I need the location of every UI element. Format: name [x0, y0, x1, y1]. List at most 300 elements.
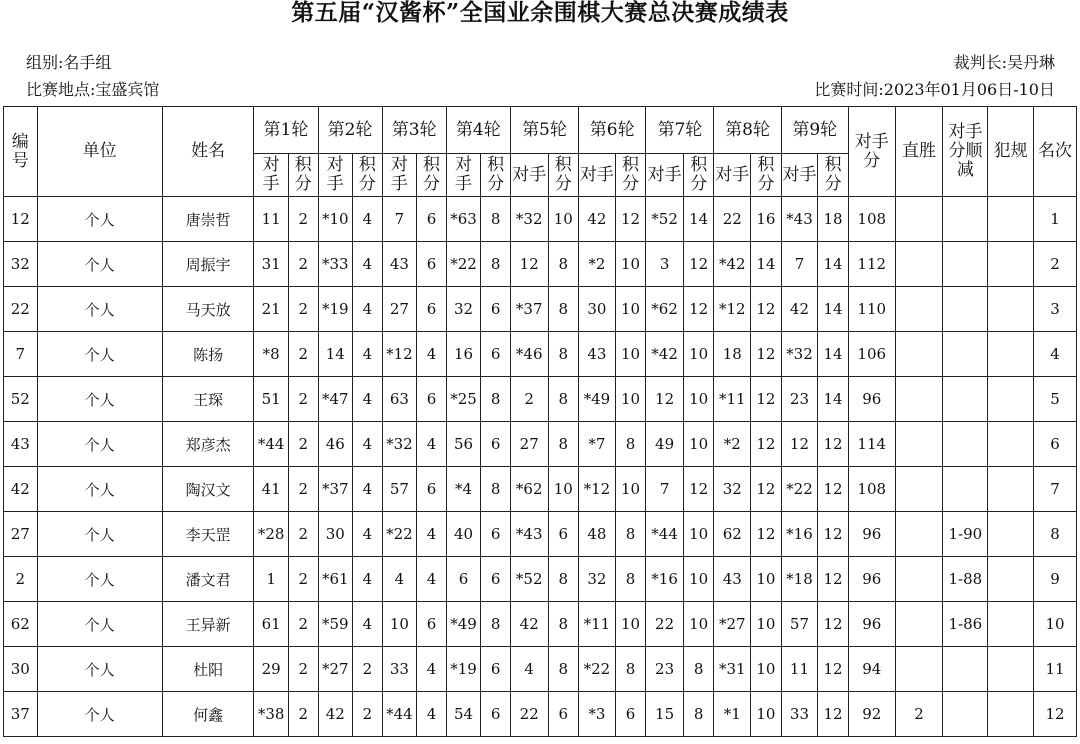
cell-round-7-opponent: *52 [646, 197, 684, 242]
cell-round-7-points: 10 [683, 422, 714, 467]
cell-round-7-opponent: 22 [646, 602, 684, 647]
cell-round-9-points: 14 [818, 287, 849, 332]
cell-round-8-points: 12 [751, 467, 782, 512]
header-round-8: 第8轮 [714, 107, 781, 154]
cell-round-5-opponent: *43 [510, 512, 548, 557]
cell-round-9-opponent: *18 [781, 557, 818, 602]
cell-round-9-opponent: 33 [781, 692, 818, 737]
cell-round-9-opponent: 57 [781, 602, 818, 647]
cell-round-9-points: 12 [818, 647, 849, 692]
table-row [4, 332, 1077, 377]
cell-rank: 6 [1034, 422, 1077, 467]
cell-round-1-opponent: *28 [254, 512, 289, 557]
cell-round-7-points: 12 [683, 242, 714, 287]
cell-round-3-points: 4 [417, 557, 447, 602]
cell-round-2-points: 4 [353, 377, 383, 422]
header-round-6-points: 积分 [615, 154, 646, 197]
cell-round-2-points: 4 [353, 197, 383, 242]
cell-round-6-points: 6 [615, 692, 646, 737]
cell-rank: 10 [1034, 602, 1077, 647]
cell-sos: 108 [848, 467, 895, 512]
cell-round-8-opponent: *11 [714, 377, 751, 422]
cell-round-1-points: 2 [288, 557, 318, 602]
header-round-5-points: 积分 [548, 154, 579, 197]
cell-round-8-points: 10 [751, 557, 782, 602]
cell-round-7-points: 10 [683, 602, 714, 647]
cell-sos: 112 [848, 242, 895, 287]
cell-round-1-opponent: 51 [254, 377, 289, 422]
cell-round-6-points: 10 [615, 287, 646, 332]
cell-round-6-opponent: 43 [579, 332, 616, 377]
cell-round-5-points: 8 [548, 602, 579, 647]
cell-sos: 114 [848, 422, 895, 467]
cell-foul [988, 287, 1034, 332]
cell-sos-minus [943, 287, 988, 332]
cell-round-8-opponent: *1 [714, 692, 751, 737]
cell-round-3-opponent: 4 [382, 557, 417, 602]
cell-round-5-opponent: *37 [510, 287, 548, 332]
cell-round-5-opponent: 42 [510, 602, 548, 647]
header-round-9: 第9轮 [781, 107, 848, 154]
cell-round-3-points: 4 [417, 647, 447, 692]
cell-round-1-points: 2 [288, 602, 318, 647]
cell-unit: 个人 [37, 647, 162, 692]
cell-sos: 108 [848, 197, 895, 242]
cell-round-1-points: 2 [288, 242, 318, 287]
cell-round-7-opponent: 15 [646, 692, 684, 737]
cell-round-2-opponent: 14 [318, 332, 353, 377]
cell-round-1-points: 2 [288, 332, 318, 377]
cell-round-5-points: 8 [548, 377, 579, 422]
cell-name: 陈扬 [162, 332, 254, 377]
cell-round-1-points: 2 [288, 692, 318, 737]
table-row [4, 377, 1077, 422]
cell-round-1-points: 2 [288, 647, 318, 692]
cell-round-4-points: 6 [481, 512, 511, 557]
cell-round-5-points: 8 [548, 557, 579, 602]
cell-sos-minus [943, 332, 988, 377]
table-row [4, 692, 1077, 737]
cell-round-3-points: 6 [417, 467, 447, 512]
cell-round-6-points: 8 [615, 512, 646, 557]
cell-unit: 个人 [37, 692, 162, 737]
cell-round-6-opponent: *3 [579, 692, 616, 737]
cell-round-5-points: 6 [548, 512, 579, 557]
cell-sos: 94 [848, 647, 895, 692]
cell-round-7-opponent: 3 [646, 242, 684, 287]
cell-rank: 8 [1034, 512, 1077, 557]
cell-round-2-opponent: *19 [318, 287, 353, 332]
header-round-2: 第2轮 [318, 107, 382, 154]
cell-round-5-points: 8 [548, 242, 579, 287]
cell-round-4-opponent: 16 [446, 332, 481, 377]
cell-sos: 96 [848, 377, 895, 422]
cell-round-1-opponent: 1 [254, 557, 289, 602]
cell-round-4-points: 8 [481, 467, 511, 512]
header-round-9-opponent: 对手 [781, 154, 818, 197]
header-foul: 犯规 [988, 107, 1034, 197]
header-round-7-opponent: 对手 [646, 154, 684, 197]
cell-foul [988, 557, 1034, 602]
cell-round-3-opponent: *32 [382, 422, 417, 467]
cell-round-3-opponent: 57 [382, 467, 417, 512]
cell-round-8-opponent: 18 [714, 332, 751, 377]
cell-round-9-opponent: *32 [781, 332, 818, 377]
cell-round-2-points: 4 [353, 467, 383, 512]
cell-sos-minus [943, 422, 988, 467]
table-row [4, 197, 1077, 242]
cell-sos-minus: 1-88 [943, 557, 988, 602]
cell-round-5-points: 6 [548, 692, 579, 737]
header-round-7: 第7轮 [646, 107, 714, 154]
cell-round-1-opponent: *44 [254, 422, 289, 467]
cell-round-4-opponent: *19 [446, 647, 481, 692]
header-round-3-opponent: 对手 [382, 154, 417, 197]
cell-round-5-points: 8 [548, 422, 579, 467]
header-round-5: 第5轮 [510, 107, 578, 154]
cell-no: 12 [4, 197, 38, 242]
cell-round-7-opponent: 23 [646, 647, 684, 692]
table-row [4, 602, 1077, 647]
cell-round-3-opponent: 63 [382, 377, 417, 422]
cell-round-8-points: 10 [751, 602, 782, 647]
cell-round-9-opponent: 23 [781, 377, 818, 422]
cell-round-4-opponent: *4 [446, 467, 481, 512]
cell-name: 潘文君 [162, 557, 254, 602]
cell-round-7-opponent: *62 [646, 287, 684, 332]
cell-round-3-points: 6 [417, 242, 447, 287]
cell-sos-minus: 1-86 [943, 602, 988, 647]
cell-round-8-points: 12 [751, 377, 782, 422]
cell-round-2-points: 4 [353, 422, 383, 467]
cell-name: 郑彦杰 [162, 422, 254, 467]
cell-round-8-opponent: *31 [714, 647, 751, 692]
cell-round-3-opponent: 33 [382, 647, 417, 692]
header-round-7-points: 积分 [683, 154, 714, 197]
cell-round-6-opponent: *49 [579, 377, 616, 422]
date-label: 比赛时间:2023年01月06日-10日 [814, 80, 1055, 99]
cell-round-9-points: 12 [818, 692, 849, 737]
cell-unit: 个人 [37, 287, 162, 332]
cell-round-4-points: 8 [481, 377, 511, 422]
cell-unit: 个人 [37, 602, 162, 647]
cell-no: 43 [4, 422, 38, 467]
cell-round-6-opponent: 48 [579, 512, 616, 557]
cell-rank: 7 [1034, 467, 1077, 512]
cell-round-8-points: 12 [751, 287, 782, 332]
cell-round-6-points: 12 [615, 197, 646, 242]
header-round-1: 第1轮 [254, 107, 318, 154]
cell-name: 杜阳 [162, 647, 254, 692]
cell-unit: 个人 [37, 557, 162, 602]
cell-round-5-points: 10 [548, 467, 579, 512]
cell-unit: 个人 [37, 422, 162, 467]
header-round-8-points: 积分 [751, 154, 782, 197]
cell-rank: 11 [1034, 647, 1077, 692]
header-round-9-points: 积分 [818, 154, 849, 197]
cell-round-6-points: 10 [615, 602, 646, 647]
header-round-4-points: 积分 [481, 154, 511, 197]
cell-round-3-opponent: *44 [382, 692, 417, 737]
cell-round-4-opponent: 54 [446, 692, 481, 737]
cell-round-5-opponent: 12 [510, 242, 548, 287]
cell-foul [988, 332, 1034, 377]
cell-round-2-points: 4 [353, 287, 383, 332]
cell-round-4-points: 8 [481, 242, 511, 287]
cell-round-1-points: 2 [288, 512, 318, 557]
cell-no: 62 [4, 602, 38, 647]
cell-foul [988, 422, 1034, 467]
cell-no: 2 [4, 557, 38, 602]
cell-round-9-points: 14 [818, 377, 849, 422]
cell-no: 22 [4, 287, 38, 332]
cell-round-5-points: 10 [548, 197, 579, 242]
cell-sos: 110 [848, 287, 895, 332]
cell-round-6-points: 8 [615, 557, 646, 602]
cell-direct [895, 197, 943, 242]
cell-round-6-opponent: *2 [579, 242, 616, 287]
header-rank: 名次 [1034, 107, 1077, 197]
cell-round-2-opponent: 30 [318, 512, 353, 557]
cell-unit: 个人 [37, 377, 162, 422]
cell-round-7-points: 14 [683, 197, 714, 242]
cell-round-4-opponent: 32 [446, 287, 481, 332]
cell-round-4-points: 6 [481, 692, 511, 737]
cell-round-9-points: 12 [818, 602, 849, 647]
cell-name: 陶汉文 [162, 467, 254, 512]
cell-round-2-points: 2 [353, 647, 383, 692]
cell-round-5-opponent: *62 [510, 467, 548, 512]
cell-round-1-points: 2 [288, 467, 318, 512]
cell-round-6-points: 10 [615, 242, 646, 287]
cell-round-4-opponent: *49 [446, 602, 481, 647]
cell-sos-minus: 1-90 [943, 512, 988, 557]
cell-round-4-opponent: *25 [446, 377, 481, 422]
header-round-4: 第4轮 [446, 107, 510, 154]
cell-name: 周振宇 [162, 242, 254, 287]
cell-round-9-points: 18 [818, 197, 849, 242]
cell-round-6-points: 8 [615, 422, 646, 467]
cell-round-9-opponent: *16 [781, 512, 818, 557]
cell-round-7-points: 10 [683, 557, 714, 602]
venue-label: 比赛地点:宝盛宾馆 [26, 80, 160, 99]
cell-round-9-opponent: *43 [781, 197, 818, 242]
cell-round-2-opponent: *61 [318, 557, 353, 602]
cell-round-2-points: 4 [353, 242, 383, 287]
cell-round-6-points: 10 [615, 467, 646, 512]
cell-round-7-opponent: 7 [646, 467, 684, 512]
cell-round-6-opponent: *12 [579, 467, 616, 512]
cell-round-1-opponent: 29 [254, 647, 289, 692]
cell-sos-minus [943, 377, 988, 422]
cell-rank: 1 [1034, 197, 1077, 242]
table-row [4, 467, 1077, 512]
cell-unit: 个人 [37, 197, 162, 242]
cell-round-3-points: 6 [417, 602, 447, 647]
cell-sos: 96 [848, 512, 895, 557]
cell-round-2-points: 4 [353, 512, 383, 557]
cell-round-1-opponent: 61 [254, 602, 289, 647]
cell-round-3-points: 4 [417, 332, 447, 377]
cell-direct [895, 557, 943, 602]
cell-unit: 个人 [37, 242, 162, 287]
cell-unit: 个人 [37, 332, 162, 377]
cell-round-9-opponent: 42 [781, 287, 818, 332]
cell-round-8-opponent: *2 [714, 422, 751, 467]
cell-round-1-points: 2 [288, 287, 318, 332]
cell-round-3-points: 4 [417, 692, 447, 737]
cell-round-5-opponent: 22 [510, 692, 548, 737]
cell-round-8-points: 14 [751, 242, 782, 287]
cell-round-6-opponent: 30 [579, 287, 616, 332]
cell-round-3-opponent: 7 [382, 197, 417, 242]
cell-round-9-points: 14 [818, 332, 849, 377]
cell-round-1-opponent: 31 [254, 242, 289, 287]
cell-unit: 个人 [37, 467, 162, 512]
cell-sos: 106 [848, 332, 895, 377]
cell-round-2-opponent: *33 [318, 242, 353, 287]
cell-round-8-opponent: 43 [714, 557, 751, 602]
cell-round-2-points: 2 [353, 692, 383, 737]
cell-name: 王琛 [162, 377, 254, 422]
cell-round-5-points: 8 [548, 647, 579, 692]
cell-round-2-points: 4 [353, 332, 383, 377]
header-round-1-opponent: 对手 [254, 154, 289, 197]
cell-direct [895, 377, 943, 422]
cell-round-4-opponent: 6 [446, 557, 481, 602]
cell-rank: 3 [1034, 287, 1077, 332]
cell-round-1-opponent: *8 [254, 332, 289, 377]
cell-direct [895, 602, 943, 647]
cell-round-7-points: 12 [683, 467, 714, 512]
cell-round-2-points: 4 [353, 557, 383, 602]
cell-round-9-opponent: *22 [781, 467, 818, 512]
cell-foul [988, 692, 1034, 737]
header-round-5-opponent: 对手 [510, 154, 548, 197]
table-row [4, 287, 1077, 332]
cell-no: 37 [4, 692, 38, 737]
cell-round-6-opponent: 42 [579, 197, 616, 242]
cell-no: 7 [4, 332, 38, 377]
cell-round-2-opponent: *27 [318, 647, 353, 692]
cell-direct [895, 512, 943, 557]
header-round-6-opponent: 对手 [579, 154, 616, 197]
cell-round-4-points: 8 [481, 602, 511, 647]
referee-label: 裁判长:吴丹琳 [953, 53, 1055, 72]
cell-round-5-opponent: 2 [510, 377, 548, 422]
cell-round-7-opponent: *44 [646, 512, 684, 557]
cell-round-1-opponent: 21 [254, 287, 289, 332]
cell-round-9-opponent: 7 [781, 242, 818, 287]
cell-name: 马天放 [162, 287, 254, 332]
cell-round-8-points: 12 [751, 512, 782, 557]
cell-round-6-opponent: *11 [579, 602, 616, 647]
cell-round-1-points: 2 [288, 377, 318, 422]
cell-round-9-opponent: 12 [781, 422, 818, 467]
cell-round-2-opponent: *47 [318, 377, 353, 422]
cell-round-5-opponent: 4 [510, 647, 548, 692]
cell-round-5-opponent: *32 [510, 197, 548, 242]
cell-round-6-points: 8 [615, 647, 646, 692]
cell-sos-minus [943, 197, 988, 242]
cell-foul [988, 512, 1034, 557]
cell-direct [895, 467, 943, 512]
cell-round-7-opponent: 12 [646, 377, 684, 422]
header-sos-minus: 对手分顺减 [943, 107, 988, 197]
cell-round-1-points: 2 [288, 197, 318, 242]
cell-round-6-points: 10 [615, 332, 646, 377]
cell-foul [988, 377, 1034, 422]
cell-round-3-opponent: *22 [382, 512, 417, 557]
cell-round-8-points: 10 [751, 692, 782, 737]
cell-foul [988, 197, 1034, 242]
cell-round-5-points: 8 [548, 332, 579, 377]
cell-round-3-points: 6 [417, 197, 447, 242]
cell-rank: 2 [1034, 242, 1077, 287]
cell-no: 52 [4, 377, 38, 422]
table-row [4, 647, 1077, 692]
header-name: 姓名 [162, 107, 254, 197]
cell-round-3-points: 4 [417, 422, 447, 467]
header-no: 编号 [4, 107, 38, 197]
header-unit: 单位 [37, 107, 162, 197]
cell-direct [895, 422, 943, 467]
cell-round-5-opponent: *46 [510, 332, 548, 377]
cell-rank: 5 [1034, 377, 1077, 422]
header-direct: 直胜 [895, 107, 943, 197]
cell-round-1-opponent: 11 [254, 197, 289, 242]
cell-no: 30 [4, 647, 38, 692]
cell-foul [988, 242, 1034, 287]
cell-round-4-opponent: 56 [446, 422, 481, 467]
cell-round-4-points: 6 [481, 332, 511, 377]
table-row [4, 512, 1077, 557]
cell-round-4-points: 6 [481, 422, 511, 467]
cell-rank: 9 [1034, 557, 1077, 602]
group-label: 组别:名手组 [26, 53, 112, 72]
cell-round-5-points: 8 [548, 287, 579, 332]
cell-sos-minus [943, 692, 988, 737]
cell-round-4-opponent: *63 [446, 197, 481, 242]
cell-round-9-points: 14 [818, 242, 849, 287]
cell-round-1-opponent: *38 [254, 692, 289, 737]
cell-rank: 4 [1034, 332, 1077, 377]
cell-name: 何鑫 [162, 692, 254, 737]
header-round-6: 第6轮 [579, 107, 646, 154]
cell-sos-minus [943, 242, 988, 287]
cell-round-8-opponent: 62 [714, 512, 751, 557]
page-title: 第五届“汉酱杯”全国业余围棋大赛总决赛成绩表 [291, 0, 789, 26]
header-round-2-points: 积分 [353, 154, 383, 197]
cell-round-7-opponent: *42 [646, 332, 684, 377]
cell-name: 李天罡 [162, 512, 254, 557]
cell-round-7-opponent: *16 [646, 557, 684, 602]
cell-round-4-opponent: *22 [446, 242, 481, 287]
cell-round-8-opponent: *42 [714, 242, 751, 287]
cell-direct: 2 [895, 692, 943, 737]
header-round-4-opponent: 对手 [446, 154, 481, 197]
cell-round-4-points: 6 [481, 647, 511, 692]
cell-sos-minus [943, 647, 988, 692]
cell-round-8-points: 16 [751, 197, 782, 242]
cell-round-3-opponent: *12 [382, 332, 417, 377]
cell-round-7-points: 10 [683, 377, 714, 422]
cell-round-4-points: 6 [481, 557, 511, 602]
cell-round-6-points: 10 [615, 377, 646, 422]
header-round-8-opponent: 对手 [714, 154, 751, 197]
cell-name: 王异新 [162, 602, 254, 647]
cell-no: 42 [4, 467, 38, 512]
